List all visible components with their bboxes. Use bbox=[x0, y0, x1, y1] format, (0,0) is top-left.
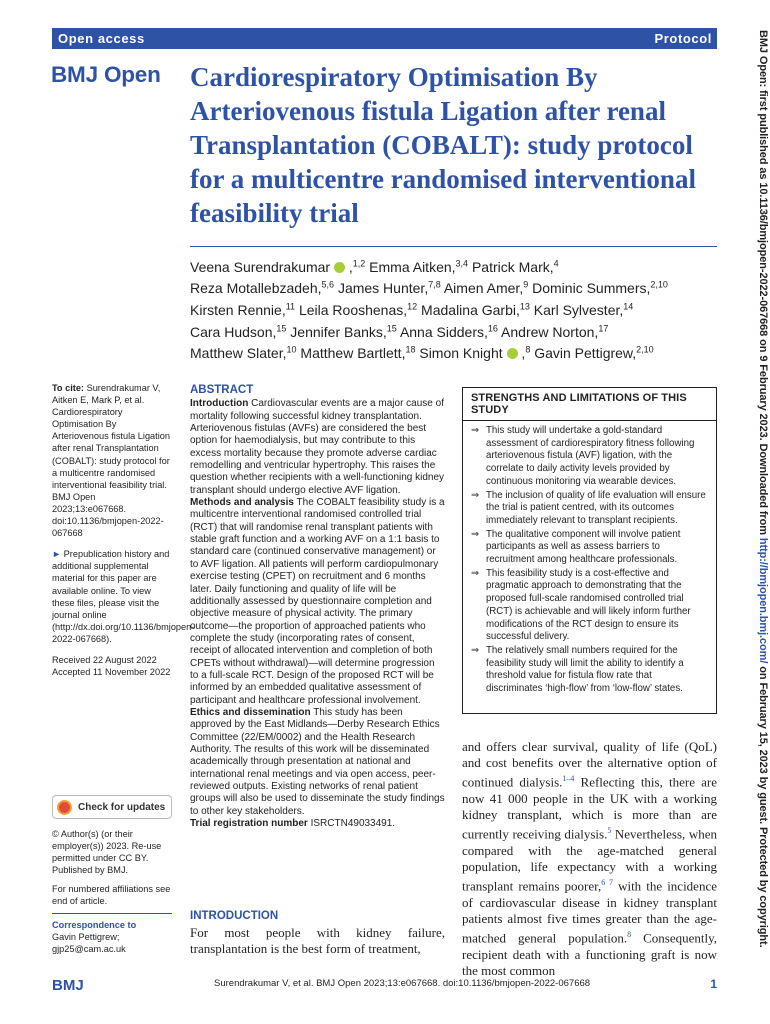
article-type-label: Protocol bbox=[654, 31, 712, 46]
affiliation-number: 13 bbox=[519, 301, 530, 312]
author[interactable]: Madalina Garbi,$^{13}$ bbox=[421, 301, 530, 318]
strength-text: This feasibility study is a cost-effective and pragmatic approach to demonstrating that the proposed full-scale randomised controlled trial (RCT) is achievable and will likely inform further modifications of the RCT design to ensure its successful delivery. bbox=[486, 567, 691, 643]
orcid-icon[interactable] bbox=[334, 262, 345, 273]
author[interactable]: Simon Knight ,$^8$ bbox=[419, 344, 531, 362]
author[interactable]: Matthew Bartlett,$^{18}$ bbox=[300, 344, 416, 362]
abstract-section-label: Introduction bbox=[190, 398, 249, 410]
strengths-divider bbox=[463, 420, 716, 421]
author-list bbox=[190, 254, 720, 362]
dates-block bbox=[52, 654, 172, 678]
author[interactable]: James Hunter,$^{7,8}$ bbox=[337, 279, 441, 297]
body-sentence: and offers clear survival, quality of life (QoL) and cost benefits over the alternative option of continued dialysis. bbox=[462, 739, 717, 790]
author-name: Matthew Bartlett bbox=[300, 345, 402, 362]
abstract-section-label: Ethics and dissemination bbox=[190, 706, 311, 718]
affiliation-number: 15 bbox=[386, 322, 397, 333]
author[interactable]: Dominic Summers,$^{2,10}$ bbox=[532, 279, 668, 297]
body-sentence: Consequently, recipient death with a functioning graft is now the most common bbox=[462, 930, 717, 978]
footer-logo: BMJ bbox=[52, 977, 84, 994]
orcid-icon[interactable] bbox=[507, 348, 518, 359]
double-arrow-icon: ⇒ bbox=[471, 644, 480, 656]
affiliation-number: 12 bbox=[407, 301, 418, 312]
correspondence-block bbox=[52, 919, 172, 955]
provenance-link[interactable]: http://bmjopen.bmj.com/ bbox=[757, 537, 769, 664]
author[interactable]: Andrew Norton,$^{17}$ bbox=[501, 322, 609, 340]
affiliation-number: 18 bbox=[405, 344, 416, 355]
affiliation-number: 17 bbox=[598, 322, 609, 333]
affiliation-number: 1,2 bbox=[352, 258, 366, 268]
copyright-text: © Author(s) (or their employer(s)) 2023. Re-use permitted under CC BY. Published by BMJ. bbox=[52, 829, 162, 876]
copyright-block bbox=[52, 828, 172, 915]
provenance-text-end: on February 15, 2023 by guest. Protected by copyright. bbox=[757, 663, 769, 948]
citation-block bbox=[52, 382, 172, 539]
correspondence-label: Correspondence to bbox=[52, 920, 137, 930]
double-arrow-icon: ⇒ bbox=[471, 528, 480, 540]
abstract-section-text: This study has been approved by the East Midlands—Derby Research Ethics Committee (22/EM/0002) and the Health Research Authority. The results of this work will be disseminated academically through presentation at national and international renal meetings and via open access, peer-reviewed outputs. Existing networks of renal patient groups will also be used to disseminate the study findings to other key stakeholders. bbox=[190, 706, 445, 817]
abstract-section bbox=[190, 398, 445, 497]
body-sentence: Reflecting this, there are now 41 000 people in the UK with a working kidney transplant, which is more than are currently receiving dialysis. bbox=[462, 774, 717, 842]
page-footer bbox=[52, 975, 717, 997]
author-name: Dominic Summers bbox=[532, 280, 647, 297]
author-name: Kirsten Rennie bbox=[190, 301, 282, 318]
author-name: Anna Sidders bbox=[399, 323, 484, 340]
author-name: Reza Motallebzadeh bbox=[190, 280, 318, 297]
side-provenance-note bbox=[757, 30, 769, 948]
author[interactable]: Leila Rooshenas,$^{12}$ bbox=[298, 301, 418, 318]
affiliation-number: 2,10 bbox=[636, 344, 654, 355]
author-name: Simon Knight bbox=[419, 345, 503, 362]
strength-text: This study will undertake a gold-standard assessment of cardiorespiratory fitness following arteriovenous fistula (AVF) ligation, with the correlate to daily activity levels provided by continuous monitoring via wearable devices. bbox=[486, 425, 695, 487]
received-date: Received 22 August 2022 bbox=[52, 654, 157, 665]
author-name: Gavin Pettigrew bbox=[534, 345, 633, 362]
author-name: Madalina Garbi bbox=[421, 301, 516, 318]
strength-item bbox=[471, 568, 709, 644]
body-sentence: Nevertheless, when compared with the age-matched general population, life expectancy with a working transplant remains poorer, bbox=[462, 826, 717, 894]
author[interactable]: Karl Sylvester,$^{14}$ bbox=[533, 301, 634, 318]
author[interactable]: Cara Hudson,$^{15}$ bbox=[190, 322, 287, 340]
introduction-heading: INTRODUCTION bbox=[190, 910, 279, 922]
abstract-section-text: Cardiovascular events are a major cause of mortality following successful kidney transplantation. Arteriovenous fistulas (AVFs) are considered the best option for haemodialysis, but may contribute to this excess mortality because they promote adverse cardiac remodelling and ventricular hypertrophy. This raises the question whether recipients with a well-functioning kidney transplant should undergo elective AVF ligation. bbox=[190, 398, 445, 496]
author-name: Emma Aitken bbox=[369, 258, 452, 275]
journal-logo: BMJ Open bbox=[51, 62, 161, 87]
abstract bbox=[190, 384, 445, 830]
abstract-section-text: The COBALT feasibility study is a multicentre interventional randomised controlled trial (RCT) that will randomise renal transplant patients with stable graft function and a working AVF on a 1:1 basis to standard care (continued conservative management) or to AVF ligation. All patients will perform cardiopulmonary exercise testing (CPET) on recruitment and 6 months later. Daily functioning and quality of life will be additionally assessed by questionnaire completion and objective measure of physical activity. The primary outcome—the proportion of approached patients who complete the study (incorporating rates of consent, receipt of allocated intervention and completion of both CPETs without withdrawal)—will determine progression to a full-scale RCT. Design of the proposed RCT will be informed by an embedded qualitative assessment of participant and healthcare professional involvement. bbox=[190, 497, 445, 706]
author-name: Veena Surendrakumar bbox=[190, 258, 331, 275]
affiliation-number: 3,4 bbox=[455, 258, 469, 268]
author[interactable]: Kirsten Rennie,$^{11}$ bbox=[190, 301, 296, 318]
arrow-right-icon: ► bbox=[52, 549, 62, 560]
check-updates-label: Check for updates bbox=[78, 801, 166, 813]
correspondence-name: Gavin Pettigrew; bbox=[52, 932, 120, 943]
author[interactable]: Aimen Amer,$^9$ bbox=[443, 279, 529, 297]
body-text-right bbox=[462, 739, 717, 979]
author-name: Leila Rooshenas bbox=[298, 301, 404, 318]
abstract-section bbox=[190, 818, 445, 830]
strengths-list bbox=[471, 425, 709, 696]
correspondence-email[interactable]: gjp25@cam.ac.uk bbox=[52, 944, 126, 955]
affiliation-number: 7,8 bbox=[428, 279, 441, 290]
header-bar bbox=[52, 28, 717, 49]
strengths-box bbox=[462, 387, 717, 714]
author-name: Andrew Norton bbox=[501, 323, 595, 340]
abstract-section-label: Trial registration number bbox=[190, 818, 308, 830]
author[interactable]: Emma Aitken,$^{3,4}$ bbox=[369, 258, 469, 275]
affiliation-number: 2,10 bbox=[650, 279, 668, 290]
abstract-section bbox=[190, 707, 445, 818]
reference-link[interactable]: 6 7 bbox=[601, 878, 614, 888]
author-name: Patrick Mark bbox=[471, 258, 550, 275]
strength-text: The inclusion of quality of life evaluation will ensure the trial is patient centred, with its outcomes immediately relevant to transplant recipients. bbox=[486, 489, 706, 526]
author[interactable]: Patrick Mark,$^4$ bbox=[471, 258, 559, 275]
author[interactable]: Gavin Pettigrew,$^{2,10}$ bbox=[534, 344, 654, 362]
author-name: Karl Sylvester bbox=[533, 301, 620, 318]
body-sentence: with the incidence of cardiovascular disease in kidney transplant patients almost five times greater than the age-matched general population. bbox=[462, 878, 717, 946]
affiliation-number: 15 bbox=[276, 322, 287, 333]
affiliation-number: 4 bbox=[553, 258, 559, 268]
affiliation-number: 16 bbox=[487, 322, 498, 333]
affiliation-number: 11 bbox=[285, 301, 296, 312]
prepub-note bbox=[52, 548, 195, 645]
page-number: 1 bbox=[710, 977, 717, 991]
author-name: Aimen Amer bbox=[443, 280, 520, 297]
author-name: Cara Hudson bbox=[190, 323, 273, 340]
strengths-title: STRENGTHS AND LIMITATIONS OF THIS STUDY bbox=[471, 392, 687, 416]
affiliation-number: 14 bbox=[623, 301, 634, 312]
cite-label: To cite: bbox=[52, 383, 84, 393]
reference-link[interactable]: 8 bbox=[627, 930, 632, 940]
affiliation-number: 8 bbox=[525, 344, 531, 355]
check-updates-button[interactable] bbox=[52, 795, 172, 819]
author[interactable]: Reza Motallebzadeh,$^{5,6}$ bbox=[190, 279, 335, 297]
strength-item bbox=[471, 490, 709, 528]
abstract-body bbox=[190, 398, 445, 830]
accepted-date: Accepted 11 November 2022 bbox=[52, 667, 171, 678]
footer-citation: Surendrakumar V, et al. BMJ Open 2023;13:e067668. doi:10.1136/bmjopen-2022-067668 bbox=[214, 978, 591, 989]
author-name: Matthew Slater bbox=[190, 345, 283, 362]
author[interactable]: Jennifer Banks,$^{15}$ bbox=[290, 322, 397, 340]
abstract-section-label: Methods and analysis bbox=[190, 497, 294, 509]
reference-link[interactable]: 1–4 bbox=[562, 774, 575, 784]
introduction-text: For most people with kidney failure, transplantation is the best form of treatment, bbox=[190, 925, 445, 957]
double-arrow-icon: ⇒ bbox=[471, 425, 480, 436]
open-access-label: Open access bbox=[58, 31, 145, 46]
prepub-text[interactable]: Prepublication history and additional supplemental material for this paper are available online. To view these files, please visit the journal online (http://dx.doi.org/10.1136/bmjopen-2022-067668). bbox=[52, 549, 195, 644]
affiliation-number: 10 bbox=[286, 344, 297, 355]
provenance-text: BMJ Open: first published as 10.1136/bmjopen-2022-067668 on 9 February 2023. Downloaded from bbox=[757, 30, 769, 538]
strength-item bbox=[471, 425, 709, 489]
author[interactable]: Matthew Slater,$^{10}$ bbox=[190, 344, 297, 362]
title-divider bbox=[190, 246, 717, 247]
check-updates-icon bbox=[57, 800, 72, 815]
double-arrow-icon: ⇒ bbox=[471, 489, 480, 501]
affiliation-number: 9 bbox=[523, 279, 529, 290]
reference-link[interactable]: 5 bbox=[607, 826, 612, 836]
affiliation-number: 5,6 bbox=[321, 279, 335, 290]
double-arrow-icon: ⇒ bbox=[471, 567, 480, 579]
author-name: Jennifer Banks bbox=[290, 323, 383, 340]
author[interactable]: Veena Surendrakumar ,$^{1,2}$ bbox=[190, 258, 366, 275]
strength-text: The relatively small numbers required for the feasibility study will limit the ability to identify a threshold value for fistula flow rate that discriminates ‘high-flow’ from ‘low-flow’ states. bbox=[486, 644, 684, 695]
author[interactable]: Anna Sidders,$^{16}$ bbox=[399, 322, 498, 340]
abstract-heading: ABSTRACT bbox=[190, 384, 254, 396]
author-name: James Hunter bbox=[337, 280, 425, 297]
abstract-section-text: ISRCTN49033491. bbox=[310, 818, 396, 830]
affiliations-note: For numbered affiliations see end of article. bbox=[52, 884, 171, 907]
article-title: Cardiorespiratory Optimisation By Arteriovenous fistula Ligation after renal Transplantation (COBALT): study protocol for a multicentre randomised interventional feasibility trial bbox=[190, 62, 696, 228]
article-sidebar bbox=[52, 382, 195, 687]
strength-item bbox=[471, 645, 709, 696]
cite-text: Surendrakumar V, Aitken E, Mark P, et al. Cardiorespiratory Optimisation By Arteriovenous fistula Ligation after renal Transplantation (COBALT): study protocol for a multicentre randomised interventional feasibility trial. BMJ Open 2023;13:e067668. doi:10.1136/bmjopen-2022-067668 bbox=[52, 383, 170, 539]
correspondence-divider bbox=[52, 913, 172, 914]
strength-item bbox=[471, 529, 709, 567]
strength-text: The qualitative component will involve patient participants as well as assess barriers to recruitment among healthcare professionals. bbox=[486, 528, 681, 566]
abstract-section bbox=[190, 497, 445, 707]
